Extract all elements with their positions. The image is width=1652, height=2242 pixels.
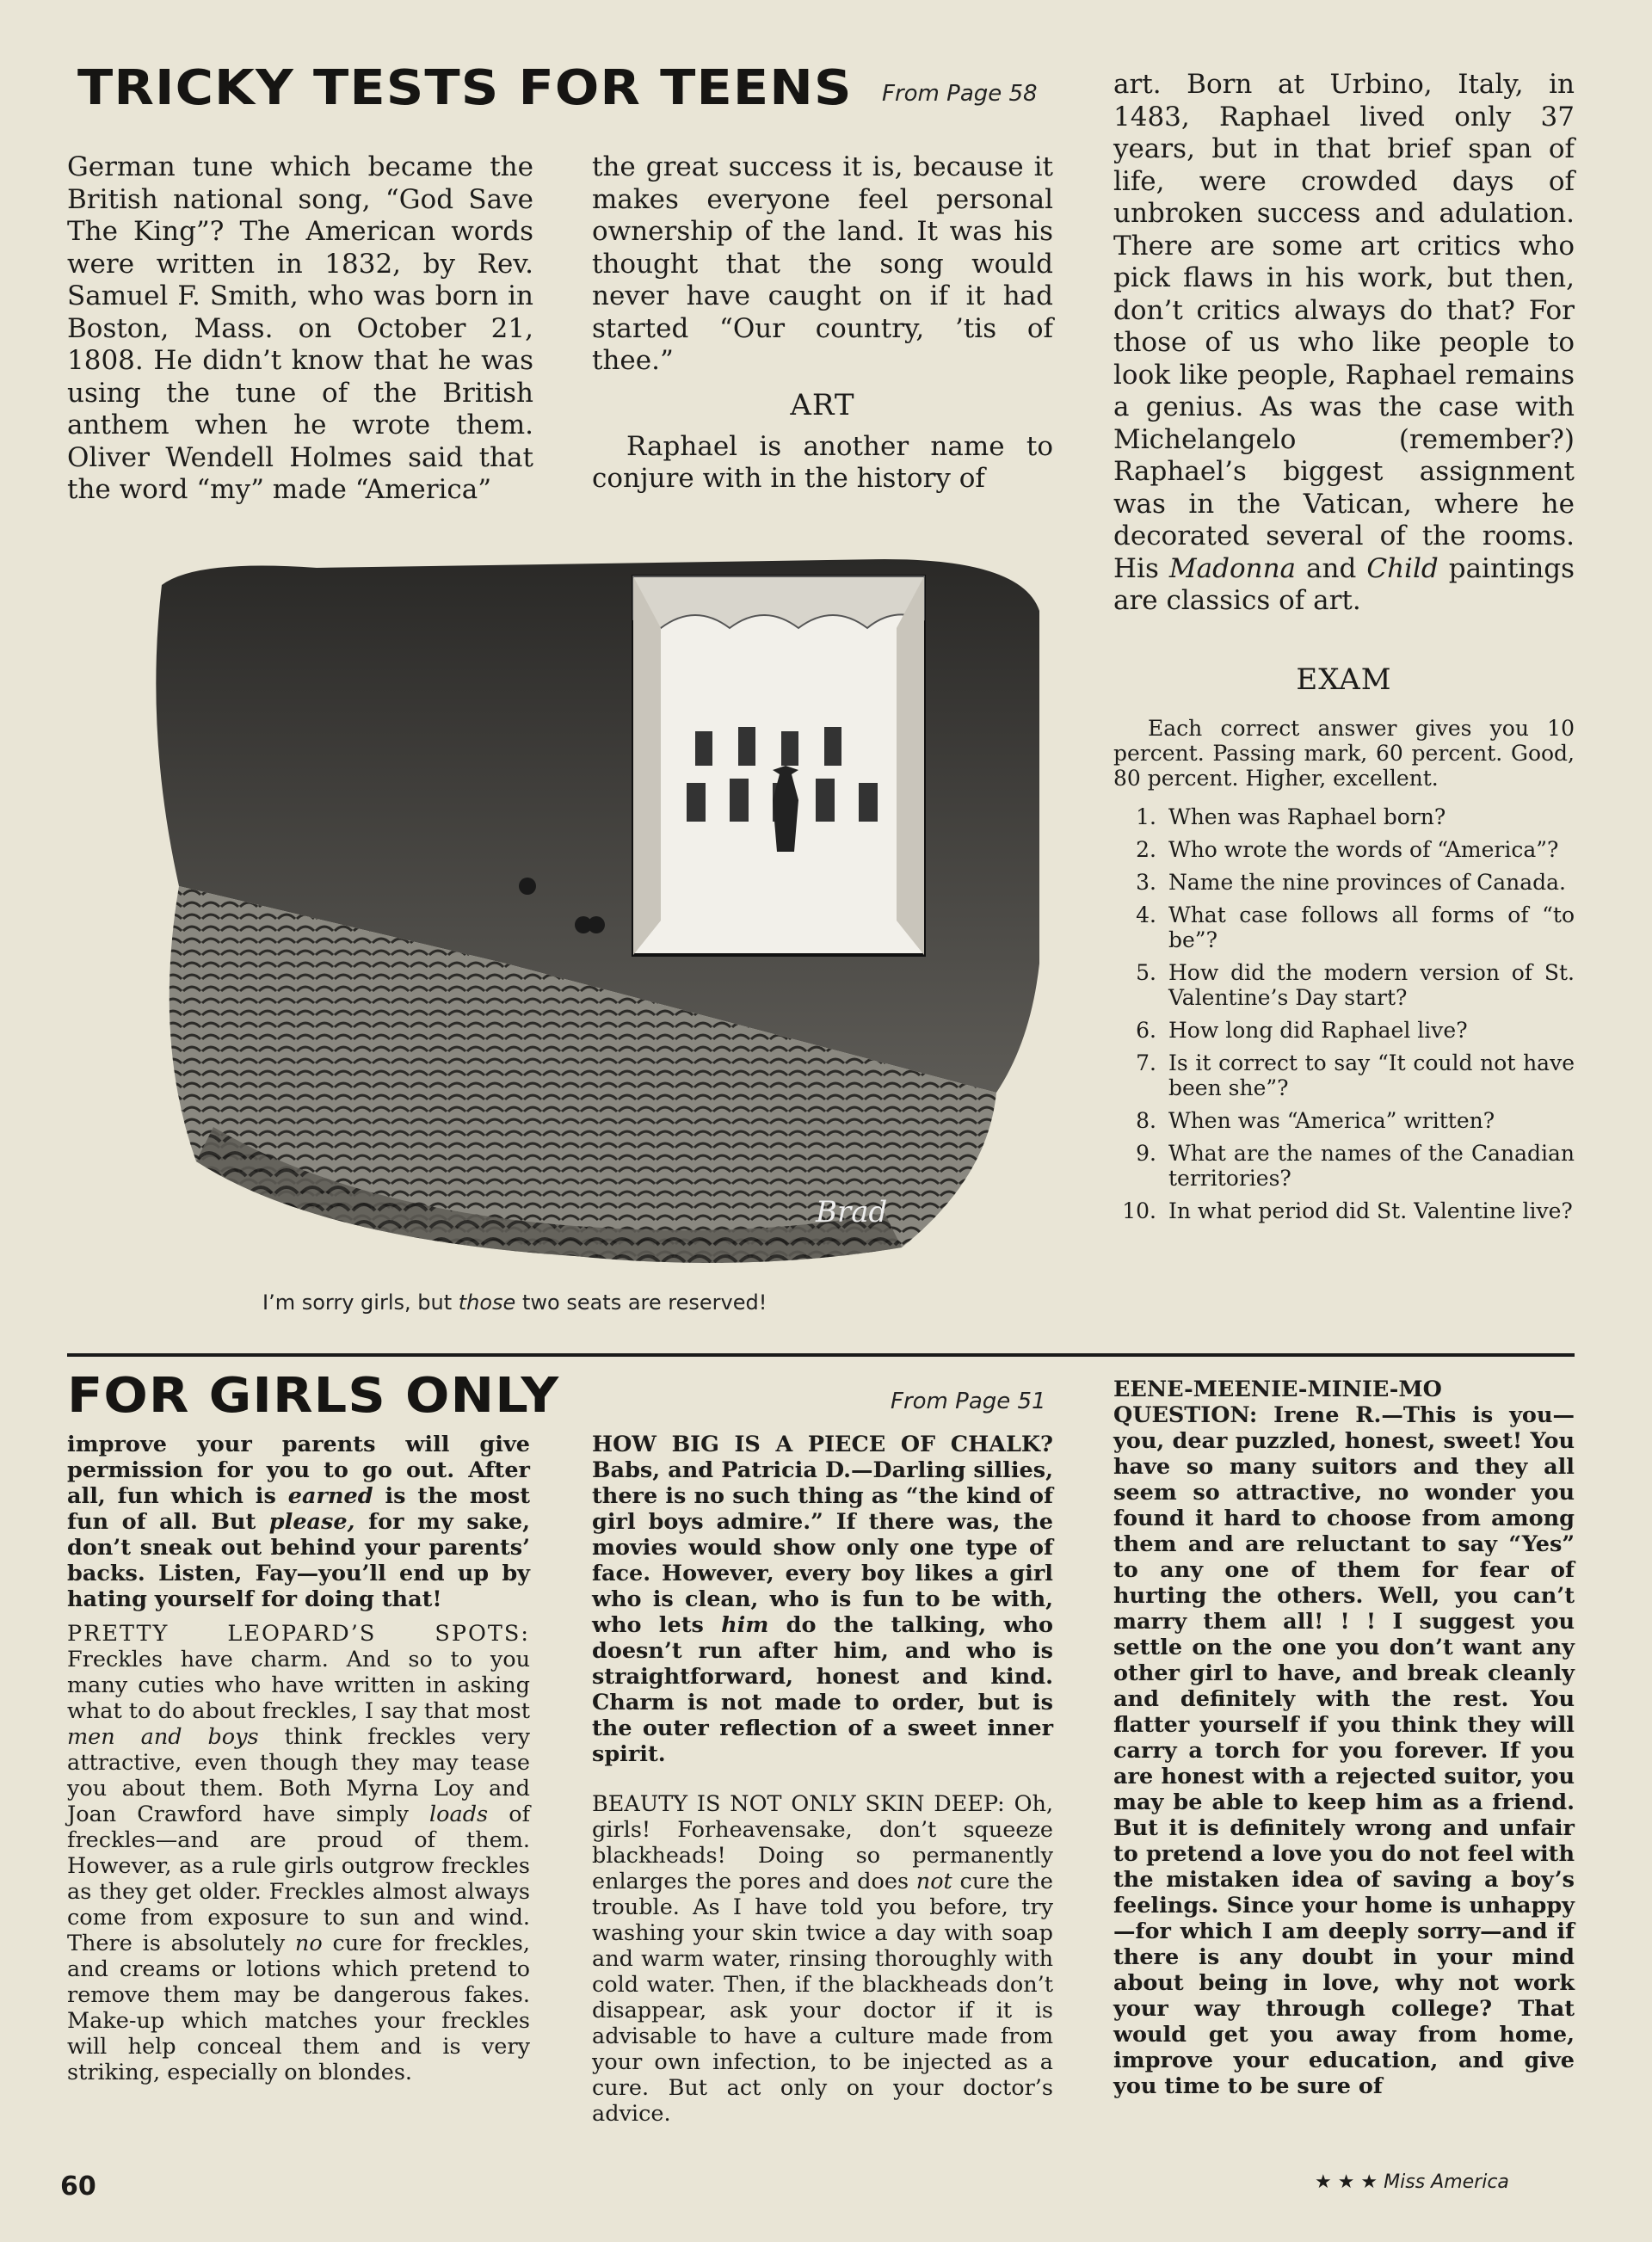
classics-text: paintings are classics of art.: [1113, 552, 1575, 616]
exam-question: [1113, 1198, 1575, 1223]
question-text: In what period did St. Valentine live?: [1168, 1198, 1573, 1223]
question-number: 1.: [1136, 804, 1156, 829]
raphael-text: art. Born at Urbino, Italy, in 1483, Raphael lived only 37 years, but in that brief span of life, were crowded days of unbroken success and adulation. There are some art critics who pick flaws in his work, but then, don’t critics always do that? For those of us who like people to look like people, Raphael remains a genius. As was the case with Michelangelo (remember?) Raphael’s biggest assignment was in the Vatican, where he decorated several of the rooms. His: [1113, 69, 1575, 584]
exam-question: [1113, 1050, 1575, 1100]
caption-text-b: two seats are reserved!: [521, 1290, 767, 1315]
exam-heading: EXAM: [1296, 662, 1392, 697]
cartoon-illustration: [145, 559, 1048, 1273]
exam-question: [1113, 1018, 1575, 1043]
question-text: How long did Raphael live?: [1168, 1017, 1468, 1043]
column-3: [1113, 69, 1575, 1231]
column-1: [67, 151, 533, 507]
caption-text-a: I’m sorry girls, but: [262, 1290, 453, 1315]
question-text: What are the names of the Canadian territories?: [1168, 1140, 1575, 1191]
exam-intro: Each correct answer gives you 10 percent. Passing mark, 60 percent. Good, 80 percent. Higher, excellent.: [1113, 715, 1575, 791]
bottom-column-1: [67, 1432, 530, 2085]
beauty-heading: BEAUTY IS NOT ONLY SKIN DEEP:: [592, 1791, 1005, 1817]
exam-question: [1113, 804, 1575, 829]
and-text: and: [1306, 552, 1357, 584]
beauty-paragraph: BEAUTY IS NOT ONLY SKIN DEEP: Oh, girls! Forheavensake, don’t squeeze blackheads! Doing so permanently enlarges the pores and does not cure the trouble. As I have told you before, try washing your skin twice a day with soap and warm water, rinsing thoroughly with cold water. Then, if the blackheads don’t disappear, ask your doctor if it is advisable to have a culture made from your own infection, to be injected as a cure. But act only on your doctor’s advice.: [592, 1791, 1054, 2127]
column-3-text: [1113, 69, 1575, 618]
audience-member-3: [588, 916, 605, 933]
bottom-column-2: [592, 1432, 1053, 2127]
suitors-heading: EENE-MEENIE-MINIE-MO QUESTION:: [1113, 1377, 1442, 1428]
question-number: 5.: [1136, 959, 1156, 985]
art-heading: ART: [790, 387, 855, 422]
question-number: 4.: [1136, 902, 1156, 927]
audience-member-1: [519, 878, 536, 895]
question-number: 8.: [1136, 1107, 1156, 1133]
exam-question-list: [1113, 804, 1575, 1223]
question-text: How did the modern version of St. Valentine’s Day start?: [1168, 959, 1575, 1010]
caption-italic: those: [458, 1290, 516, 1315]
column-1-text: German tune which became the British national song, “God Save The King”? The American words were written in 1832, by Rev. Samuel F. Smith, who was born in Boston, Mass. on October 21, 1808. He didn’t know that he was using the tune of the British anthem when he wrote them. Oliver Wendell Holmes said that the word “my” made “America”: [67, 151, 533, 505]
section-from-page: From Page 51: [891, 1389, 1046, 1414]
cartoon-caption: [262, 1290, 767, 1315]
suitors-paragraph: EENE-MEENIE-MINIE-MO QUESTION: Irene R.—This is you—you, dear puzzled, honest, sweet! You have so many suitors and they all seem so attractive, no wonder you found it hard to choose from among them and are reluctant to say “Yes” to any one of them for fear of hurting the others. Well, you can’t marry them all! ! ! I suggest you settle on the one you don’t want any other girl to have, and break cleanly and definitely with the rest. You flatter yourself if you think they will carry a torch for you forever. If you are honest with a rejected suitor, you may be able to keep him as a friend. But it is definitely wrong and unfair to pretend a love you do not feel with the mistaken idea of saving a boy’s feelings. Since your home is unhappy—for which I am deeply sorry—and if there is any doubt in your mind about being in love, why not work your way through college? That would get you away from home, improve your education, and give you time to be sure of: [1113, 1377, 1575, 2099]
question-text: What case follows all forms of “to be”?: [1168, 902, 1575, 952]
freckles-paragraph: PRETTY LEOPARD’S SPOTS: Freckles have charm. And so to you many cuties who have written in asking what to do about freckles, I say that most men and boys think freckles very attractive, even though they may tease you about them. Both Myrna Loy and Joan Crawford have simply loads of freckles—and are proud of them. However, as a rule girls outgrow freckles as they get older. Freckles almost always come from exposure to sun and wind. There is absolutely no cure for freckles, and creams or lotions which pretend to remove them may be dangerous fakes. Make-up which matches your freckles will help conceal them and is very striking, especially on blondes.: [67, 1621, 531, 2085]
question-number: 3.: [1136, 869, 1156, 895]
exam-question: [1113, 1141, 1575, 1191]
section-divider: [67, 1353, 1575, 1357]
exam-question: [1113, 902, 1575, 952]
movie-screen: [633, 576, 924, 955]
child-italic: Child: [1366, 552, 1439, 584]
column-2-text: the great success it is, because it makes everyone feel personal ownership of the land. It was his thought that the song would never have caught on if it had started “Our country, ’tis of thee.”: [592, 151, 1053, 376]
madonna-italic: Madonna: [1168, 552, 1297, 584]
exam-question: [1113, 1108, 1575, 1133]
question-text: Name the nine provinces of Canada.: [1168, 869, 1566, 895]
magazine-name: Miss America: [1384, 2171, 1509, 2193]
question-number: 2.: [1136, 836, 1156, 862]
star-icons: ★ ★ ★: [1315, 2171, 1378, 2193]
chalk-paragraph: HOW BIG IS A PIECE OF CHALK? Babs, and Patricia D.—Darling sillies, there is no such thing as “the kind of girl boys admire.” If there was, the movies would show only one type of face. However, every boy likes a girl who is clean, who is fun to be with, who lets him do the talking, who doesn’t run after him, and who is straightforward, honest and kind. Charm is not made to order, but is the outer reflection of a sweet inner spirit.: [592, 1432, 1053, 1767]
page-title: TRICKY TESTS FOR TEENS: [77, 60, 853, 116]
freckles-heading: PRETTY LEOPARD’S SPOTS:: [67, 1621, 530, 1647]
question-text: Is it correct to say “It could not have been she”?: [1168, 1050, 1575, 1100]
column-2: [592, 151, 1053, 496]
exam-question: [1113, 870, 1575, 895]
page-number: 60: [60, 2171, 96, 2202]
question-number: 10.: [1122, 1198, 1156, 1223]
bottom-column-3: [1113, 1377, 1575, 2099]
fay-paragraph: improve your parents will give permission for you to go out. After all, fun which is earned is the most fun of all. But please, for my sake, don’t sneak out behind your parents’ backs. Listen, Fay—you’ll end up by hating yourself for doing that!: [67, 1432, 530, 1612]
question-number: 9.: [1136, 1140, 1156, 1166]
section-title: FOR GIRLS ONLY: [67, 1368, 560, 1424]
from-page-reference: From Page 58: [882, 81, 1038, 107]
question-text: Who wrote the words of “America”?: [1168, 836, 1559, 862]
artist-signature: Brad: [816, 1195, 888, 1229]
exam-question: [1113, 960, 1575, 1010]
question-number: 7.: [1136, 1050, 1156, 1075]
chalk-heading: HOW BIG IS A PIECE OF CHALK?: [592, 1432, 1053, 1457]
question-text: When was “America” written?: [1168, 1107, 1495, 1133]
question-number: 6.: [1136, 1017, 1156, 1043]
magazine-footer: [1315, 2171, 1509, 2193]
exam-question: [1113, 837, 1575, 862]
question-text: When was Raphael born?: [1168, 804, 1446, 829]
art-text: Raphael is another name to conjure with in the history of: [592, 430, 1053, 494]
